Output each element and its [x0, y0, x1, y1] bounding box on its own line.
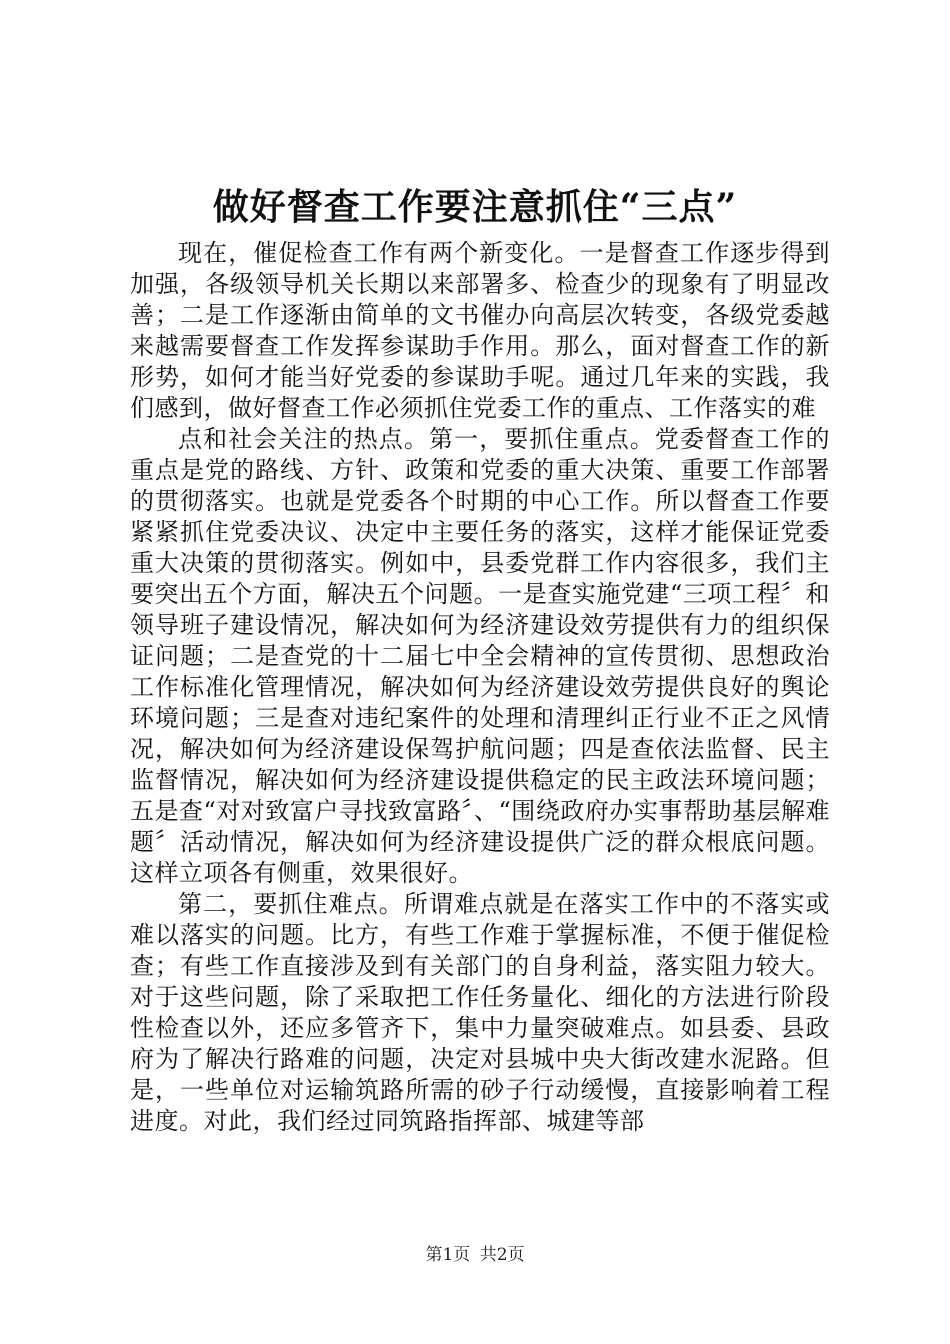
paragraph-3: 第二，要抓住难点。所谓难点就是在落实工作中的不落实或难以落实的问题。比方，有些工作难于掌握标准，不便于催促检查；有些工作直接涉及到有关部门的自身利益，落实阻力较大。对于这些问题，除了采取把工作任务量化、细化的方法进行阶段性检查以外，还应多管齐下，集中力量突破难点。如县委、县政府为了解决行路难的问题，决定对县城中央大街改建水泥路。但是，一些单位对运输筑路所需的砂子行动缓慢，直接影响着工程进度。对此，我们经过同筑路指挥部、城建等部 — [130, 890, 830, 1135]
paragraph-2: 点和社会关注的热点。第一，要抓住重点。党委督查工作的重点是党的路线、方针、政策和党委的重大决策、重要工作部署的贯彻落实。也就是党委各个时期的中心工作。所以督查工作要紧紧抓住党委决议、决定中主要任务的落实，这样才能保证党委重大决策的贯彻落实。例如中，县委党群工作内容很多，我们主要突出五个方面，解决五个问题。一是查实施党建“三项工程〞和领导班子建设情况，解决如何为经济建设效劳提供有力的组织保证问题；二是查党的十二届七中全会精神的宣传贯彻、思想政治工作标准化管理情况，解决如何为经济建设效劳提供良好的舆论环境问题；三是查对违纪案件的处理和清理纠正行业不正之风情况，解决如何为经济建设保驾护航问题；四是查依法监督、民主监督情况，解决如何为经济建设提供稳定的民主政法环境问题；五是查“对对致富户寻找致富路〞、“围绕政府办实事帮助基层解难题〞活动情况，解决如何为经济建设提供广泛的群众根底问题。这样立项各有侧重，效果很好。 — [130, 425, 830, 887]
document-title: 做好督查工作要注意抓住“三点” — [212, 186, 738, 228]
page-total: 共2页 — [479, 1245, 525, 1265]
document-body — [130, 238, 830, 1137]
paragraph-1: 现在，催促检查工作有两个新变化。一是督查工作逐步得到加强，各级领导机关长期以来部署多、检查少的现象有了明显改善；二是工作逐渐由简单的文书催办向高层次转变，各级党委越来越需要督查工作发挥参谋助手作用。那么，面对督查工作的新形势，如何才能当好党委的参谋助手呢。通过几年来的实践，我们感到，做好督查工作必须抓住党委工作的重点、工作落实的难 — [130, 239, 830, 422]
page-footer — [0, 1243, 950, 1267]
page-number: 第1页 — [425, 1245, 471, 1265]
